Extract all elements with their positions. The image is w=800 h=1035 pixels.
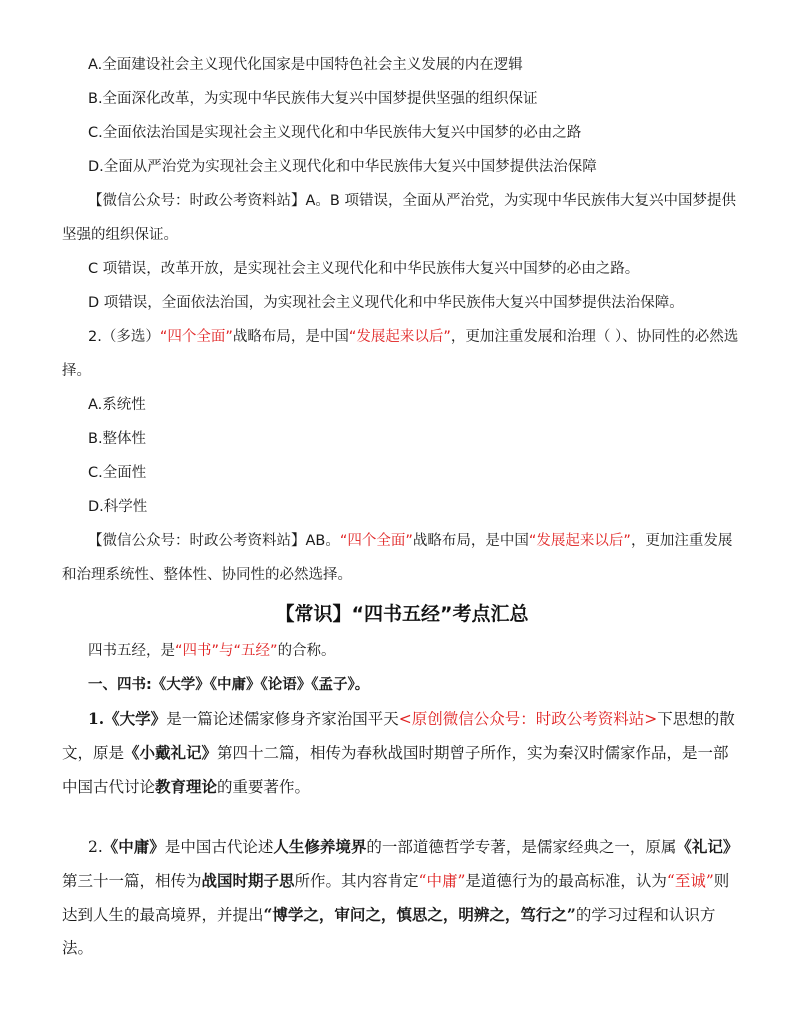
zy-highlight-2: “至诚” [666,872,714,890]
document-page [62,48,742,965]
zy-highlight-1: “中庸” [418,872,466,890]
zy-text-g: 的学习过程和认识方法。 [62,906,716,957]
q2-answer-suffix: ，更加注重发展和治理系统性、整体性、协同性的必然选择。 [62,533,733,583]
q2-stem-highlight-2: “发展起来以后” [348,329,451,345]
zy-bold-3: 《礼记》 [676,837,739,856]
q2-option-a: A.系统性 [88,397,146,413]
q1-option-d: D.全面从严治党为实现社会主义现代化和中华民族伟大复兴中国梦提供法治保障 [88,159,597,175]
four-books-heading: 一、四书:《大学》《中庸》《论语》《孟子》。 [88,677,370,693]
zy-text-c: 第三十一篇，相传为 [62,872,202,890]
zy-text-e: 是道德行为的最高标准，认为 [465,872,667,890]
paragraph-gap [62,804,742,830]
q2-option-c: C.全面性 [88,465,147,481]
intro-suffix: 的合称。 [277,643,336,659]
zy-bold-2: 人生修养境界 [273,837,367,856]
q2-stem-prefix: 2.（多选） [88,329,160,345]
daxue-bold-2: 教育理论 [155,777,218,796]
q2-answer-mid: 战略布局，是中国 [412,533,529,549]
zy-bold-1: 《中庸》 [102,837,165,856]
zy-text-f: 则达到人生的最高境界，并提出 [62,872,730,924]
daxue-text-b: 下思想的散文，原是 [62,710,735,762]
zhongyong-paragraph [62,830,742,965]
intro-prefix: 四书五经，是 [88,643,175,659]
daxue-watermark: <原创微信公众号：时政公考资料站> [398,710,658,728]
zy-text-d: 所作。其内容肯定 [294,872,419,890]
daxue-text-a: 是一篇论述儒家修身齐家治国平天 [166,710,399,728]
q2-answer-highlight-1: “四个全面” [339,533,413,549]
q2-answer-highlight-2: “发展起来以后” [528,533,631,549]
q1-option-c: C.全面依法治国是实现社会主义现代化和中华民族伟大复兴中国梦的必由之路 [88,125,582,141]
zy-num: 2. [88,838,103,856]
zy-text-b: 的一部道德哲学专著，是儒家经典之一，原属 [366,838,677,856]
q2-option-d: D.科学性 [88,499,148,515]
q1-answer-d: D 项错误，全面依法治国，为实现社会主义现代化和中华民族伟大复兴中国梦提供法治保障。 [88,295,684,311]
daxue-title: 1.《大学》 [88,709,167,728]
q2-answer-prefix: 【微信公众号：时政公考资料站】AB。 [88,533,340,549]
section-intro [62,634,742,668]
q1-option-b: B.全面深化改革，为实现中华民族伟大复兴中国梦提供坚强的组织保证 [88,91,538,107]
q1-option-a: A.全面建设社会主义现代化国家是中国特色社会主义发展的内在逻辑 [88,57,523,73]
q2-stem-highlight-1: “四个全面” [159,329,233,345]
q2-option-b: B.整体性 [88,431,147,447]
intro-highlight: “四书”与“五经” [175,643,278,659]
daxue-text-c: 第四十二篇，相传为春秋战国时期曾子所作，实为秦汉时儒家作品，是一部中国古代讨论 [62,744,729,796]
daxue-text-d: 的重要著作。 [217,778,311,796]
q1-answer: 【微信公众号：时政公考资料站】A。B 项错误，全面从严治党，为实现中华民族伟大复兴中国梦提供坚强的组织保证。 [62,193,736,243]
section-title: 【常识】“四书五经”考点汇总 [275,603,529,625]
zy-bold-4: 战国时期子思 [201,871,295,890]
zy-bold-5: “博学之，审问之，慎思之，明辨之，笃行之” [263,905,576,924]
daxue-paragraph [62,702,742,804]
q2-stem [62,320,742,388]
zy-text-a: 是中国古代论述 [164,838,274,856]
q2-stem-mid: 战略布局，是中国 [232,329,349,345]
q2-stem-suffix: ，更加注重发展和治理（ ）、协同性的必然选择。 [62,329,739,379]
daxue-bold-1: 《小戴礼记》 [124,743,218,762]
q1-answer-c: C 项错误，改革开放，是实现社会主义现代化和中华民族伟大复兴中国梦的必由之路。 [88,261,640,277]
q2-answer [62,524,742,592]
